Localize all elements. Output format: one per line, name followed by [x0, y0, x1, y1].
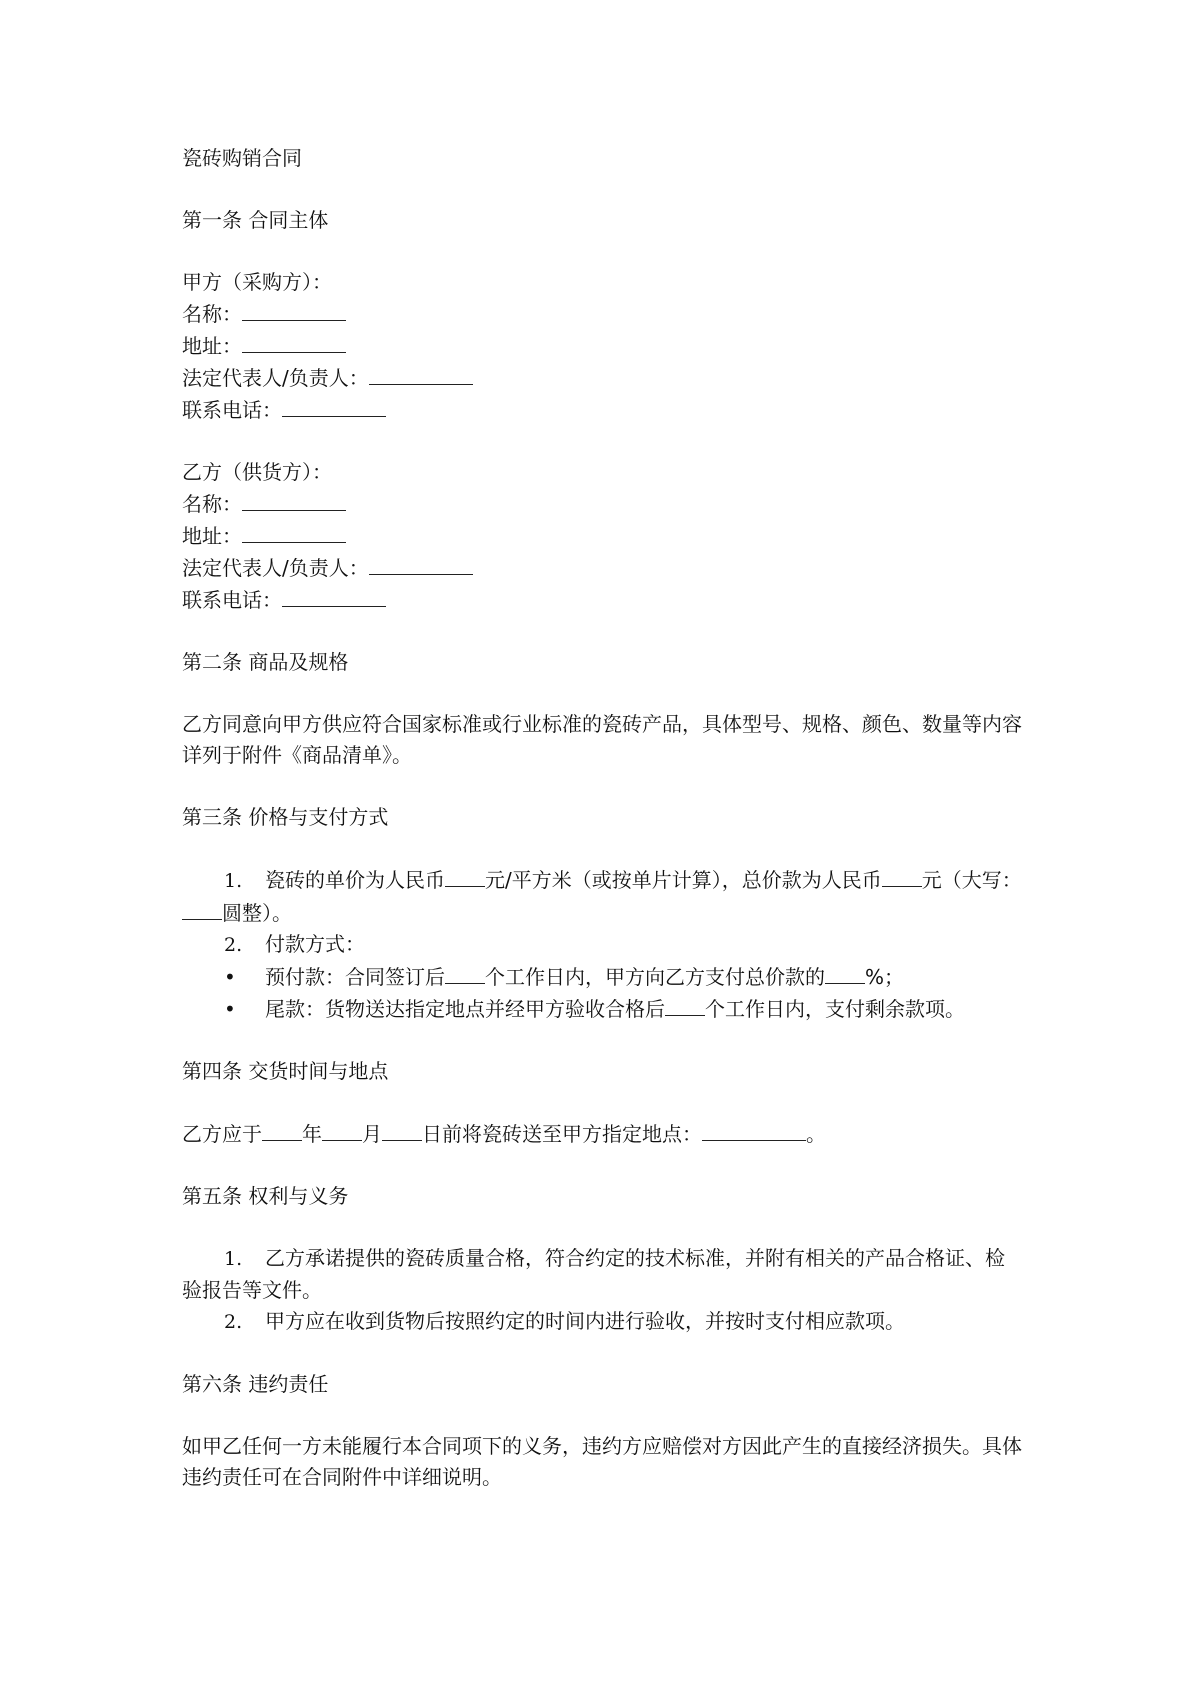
day-blank	[382, 1118, 422, 1141]
bullet-icon: •	[224, 965, 236, 989]
article-5-item-2	[182, 1306, 1022, 1338]
item-text: 乙方应于	[182, 1122, 262, 1146]
article-5-item-1	[182, 1243, 1022, 1306]
item-text: %；	[865, 965, 905, 989]
party-a-phone-blank	[282, 394, 386, 417]
year-blank	[262, 1118, 302, 1141]
party-b-phone-line	[182, 584, 1022, 616]
list-number: 1.	[224, 870, 243, 892]
prepayment-percent-blank	[825, 961, 865, 984]
item-text: 预付款：合同签订后	[265, 965, 445, 989]
prepayment-bullet	[182, 961, 1022, 993]
total-price-blank	[882, 864, 922, 887]
article-3-item-1	[182, 864, 1022, 929]
article-1-heading: 第一条 合同主体	[182, 208, 329, 232]
item-text: 个工作日内，甲方向乙方支付总价款的	[485, 965, 825, 989]
item-text: 圆整）。	[222, 901, 292, 925]
item-text: 。	[806, 1122, 826, 1146]
item-text: 瓷砖的单价为人民币	[265, 868, 445, 892]
party-a-phone-line	[182, 394, 1022, 426]
article-5-heading: 第五条 权利与义务	[182, 1184, 349, 1208]
contract-title: 瓷砖购销合同	[182, 146, 302, 170]
party-a-rep-blank	[369, 362, 473, 385]
party-a-name-label: 名称：	[182, 302, 242, 326]
delivery-location-blank	[702, 1118, 806, 1141]
party-a-address-line	[182, 330, 1022, 362]
item-text: 付款方式：	[265, 932, 365, 956]
party-a-label: 甲方（采购方）：	[182, 270, 332, 294]
list-number: 1.	[224, 1248, 243, 1270]
item-text: 元（大写：	[921, 868, 1022, 892]
contract-body	[182, 143, 1022, 1524]
list-number: 2.	[224, 934, 243, 956]
item-text: 尾款：货物送达指定地点并经甲方验收合格后	[265, 997, 665, 1021]
bullet-icon: •	[224, 997, 236, 1021]
party-b-name-blank	[242, 488, 346, 511]
party-b-address-blank	[242, 520, 346, 543]
final-payment-days-blank	[665, 993, 705, 1016]
party-b-rep-line	[182, 552, 1022, 584]
item-text: 乙方承诺提供的瓷砖质量合格，符合约定的技术标准，并附有相关的产品合格证、检验报告等文件。	[182, 1246, 1005, 1302]
list-number: 2.	[224, 1311, 243, 1333]
party-b-rep-blank	[369, 552, 473, 575]
article-6-text: 如甲乙任何一方未能履行本合同项下的义务，违约方应赔偿对方因此产生的直接经济损失。具体违约责任可在合同附件中详细说明。	[182, 1434, 1022, 1489]
party-b-phone-label: 联系电话：	[182, 588, 282, 612]
party-b-address-line	[182, 520, 1022, 552]
article-4-heading: 第四条 交货时间与地点	[182, 1059, 389, 1083]
party-b-label: 乙方（供货方）：	[182, 460, 332, 484]
item-text: 日前将瓷砖送至甲方指定地点：	[422, 1122, 702, 1146]
party-b-name-line	[182, 488, 1022, 520]
unit-price-blank	[445, 864, 485, 887]
month-blank	[322, 1118, 362, 1141]
party-a-section	[182, 267, 1022, 426]
item-text: 年	[302, 1122, 322, 1146]
party-a-phone-label: 联系电话：	[182, 398, 282, 422]
article-2-heading: 第二条 商品及规格	[182, 650, 349, 674]
article-5-list	[182, 1243, 1022, 1338]
article-6-heading: 第六条 违约责任	[182, 1372, 329, 1396]
party-b-rep-label: 法定代表人/负责人：	[182, 556, 369, 580]
item-text: 元/平方米（或按单片计算），总价款为人民币	[485, 868, 882, 892]
party-a-name-blank	[242, 298, 346, 321]
final-payment-bullet	[182, 993, 1022, 1025]
item-text: 甲方应在收到货物后按照约定的时间内进行验收，并按时支付相应款项。	[265, 1309, 905, 1333]
party-a-rep-label: 法定代表人/负责人：	[182, 366, 369, 390]
party-b-address-label: 地址：	[182, 524, 242, 548]
party-a-rep-line	[182, 362, 1022, 394]
party-a-address-blank	[242, 330, 346, 353]
party-b-phone-blank	[282, 584, 386, 607]
total-price-uppercase-blank	[182, 897, 222, 920]
party-a-name-line	[182, 298, 1022, 330]
article-3-heading: 第三条 价格与支付方式	[182, 805, 389, 829]
article-3-item-2	[182, 929, 1022, 961]
prepayment-days-blank	[445, 961, 485, 984]
party-a-address-label: 地址：	[182, 334, 242, 358]
party-b-section	[182, 457, 1022, 616]
article-4-text	[182, 1118, 1022, 1150]
item-text: 月	[362, 1122, 382, 1146]
article-3-list	[182, 864, 1022, 1025]
article-2-text: 乙方同意向甲方供应符合国家标准或行业标准的瓷砖产品，具体型号、规格、颜色、数量等内容详列于附件《商品清单》。	[182, 712, 1022, 767]
party-b-name-label: 名称：	[182, 492, 242, 516]
item-text: 个工作日内，支付剩余款项。	[705, 997, 965, 1021]
